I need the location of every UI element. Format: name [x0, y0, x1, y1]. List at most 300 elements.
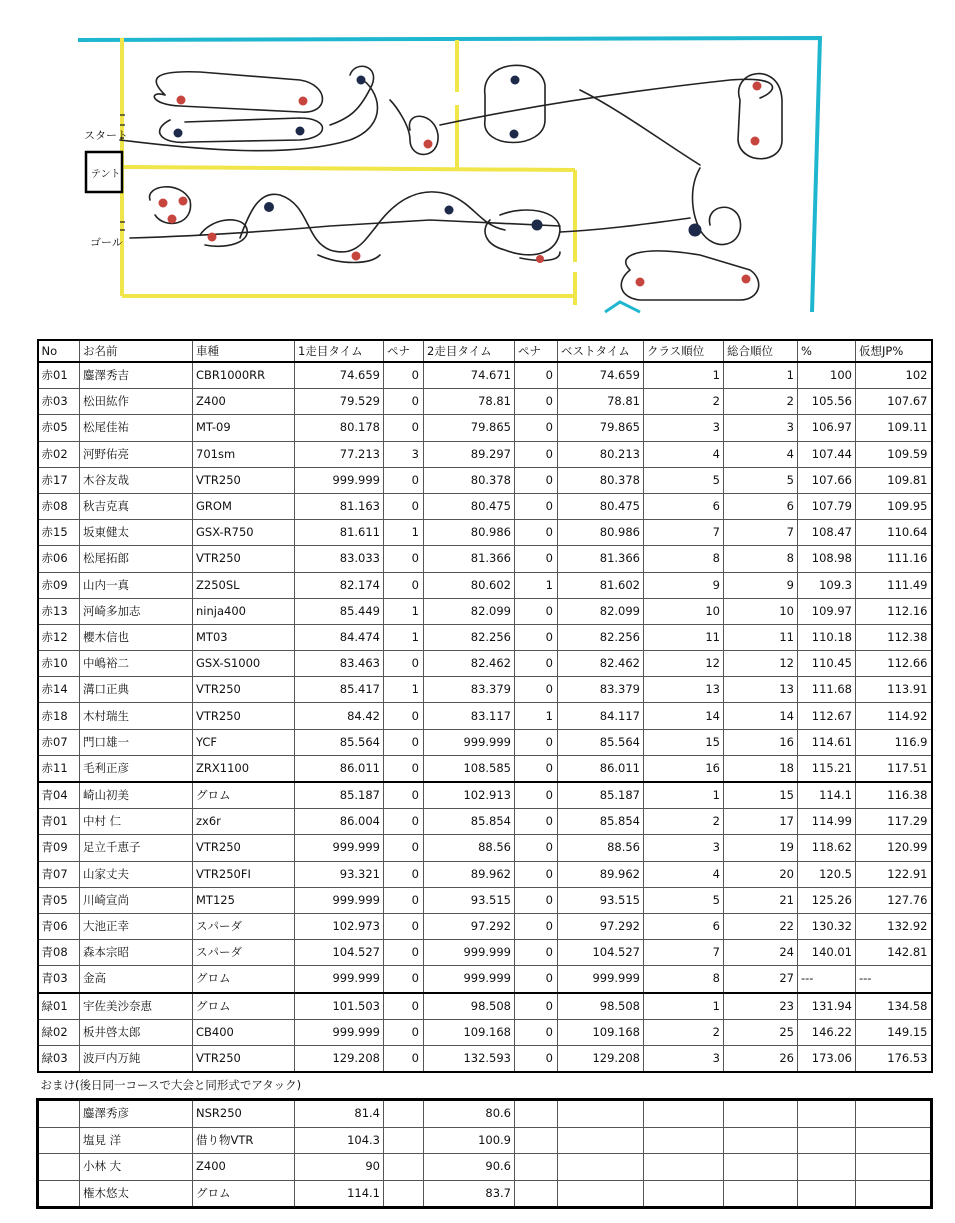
- percent-cell: 106.97: [798, 415, 856, 441]
- rider-name-cell: 波戸内万純: [80, 1045, 193, 1072]
- bike-model-cell: 701sm: [193, 441, 295, 467]
- bike-model-cell: zx6r: [193, 809, 295, 835]
- run2-penalty-cell: 0: [515, 362, 558, 389]
- blue-cone: [357, 76, 366, 85]
- run2-time-cell: 83.379: [424, 677, 515, 703]
- entry-number-cell: 青07: [38, 861, 80, 887]
- class-rank-cell: 4: [644, 861, 724, 887]
- entry-number-cell: 赤03: [38, 389, 80, 415]
- bike-model-cell: グロム: [193, 966, 295, 993]
- best-time-cell: 129.208: [558, 1045, 644, 1072]
- run2-penalty-cell: 0: [515, 415, 558, 441]
- run1-time-cell: 999.999: [295, 887, 384, 913]
- class-rank-cell: [644, 1100, 724, 1128]
- virtual-jp-percent-cell: 102: [856, 362, 932, 389]
- run1-penalty-cell: 0: [384, 1045, 424, 1072]
- bike-model-cell: VTR250: [193, 703, 295, 729]
- entry-number-cell: 青09: [38, 835, 80, 861]
- header-run1-time: 1走目タイム: [295, 340, 384, 362]
- virtual-jp-percent-cell: 109.81: [856, 467, 932, 493]
- best-time-cell: 999.999: [558, 966, 644, 993]
- class-rank-cell: 2: [644, 389, 724, 415]
- run2-penalty-cell: 0: [515, 467, 558, 493]
- best-time-cell: 93.515: [558, 887, 644, 913]
- entry-number-cell: 緑02: [38, 1019, 80, 1045]
- red-cone: [299, 97, 308, 106]
- overall-rank-cell: 12: [724, 651, 798, 677]
- red-cone: [352, 252, 361, 261]
- entry-number-cell: [38, 1154, 80, 1181]
- class-rank-cell: 7: [644, 940, 724, 966]
- red-cones: [159, 82, 762, 287]
- class-rank-cell: [644, 1180, 724, 1208]
- bike-model-cell: グロム: [193, 993, 295, 1020]
- run1-penalty-cell: 3: [384, 441, 424, 467]
- rider-name-cell: 塩見 洋: [80, 1127, 193, 1154]
- run1-time-cell: 83.463: [295, 651, 384, 677]
- virtual-jp-percent-cell: [856, 1180, 932, 1208]
- run1-penalty-cell: 0: [384, 782, 424, 809]
- run1-penalty-cell: 0: [384, 861, 424, 887]
- percent-cell: 100: [798, 362, 856, 389]
- entry-number-cell: 赤18: [38, 703, 80, 729]
- run2-penalty-cell: 0: [515, 809, 558, 835]
- table-row: [38, 467, 932, 493]
- bike-model-cell: Z400: [193, 1154, 295, 1181]
- percent-cell: 115.21: [798, 755, 856, 782]
- virtual-jp-percent-cell: 120.99: [856, 835, 932, 861]
- run2-time-cell: 83.117: [424, 703, 515, 729]
- run1-time-cell: 86.011: [295, 755, 384, 782]
- run2-time-cell: 90.6: [424, 1154, 515, 1181]
- overall-rank-cell: 24: [724, 940, 798, 966]
- run2-time-cell: 93.515: [424, 887, 515, 913]
- percent-cell: 108.47: [798, 520, 856, 546]
- percent-cell: 125.26: [798, 887, 856, 913]
- run2-time-cell: 80.602: [424, 572, 515, 598]
- percent-cell: 110.18: [798, 624, 856, 650]
- course-path: [120, 65, 782, 300]
- virtual-jp-percent-cell: 149.15: [856, 1019, 932, 1045]
- run2-time-cell: 82.099: [424, 598, 515, 624]
- virtual-jp-percent-cell: 109.59: [856, 441, 932, 467]
- overall-rank-cell: 15: [724, 782, 798, 809]
- run2-time-cell: 80.475: [424, 493, 515, 519]
- header-percent: %: [798, 340, 856, 362]
- run2-time-cell: 82.462: [424, 651, 515, 677]
- rider-name-cell: 秋吉克真: [80, 493, 193, 519]
- best-time-cell: 81.602: [558, 572, 644, 598]
- run2-penalty-cell: 0: [515, 993, 558, 1020]
- blue-cone: [511, 76, 520, 85]
- table-row: [38, 624, 932, 650]
- table-row: [38, 441, 932, 467]
- run1-penalty-cell: 0: [384, 913, 424, 939]
- overall-rank-cell: 7: [724, 520, 798, 546]
- run1-penalty-cell: 0: [384, 546, 424, 572]
- best-time-cell: 82.256: [558, 624, 644, 650]
- header-name: お名前: [80, 340, 193, 362]
- run1-time-cell: 74.659: [295, 362, 384, 389]
- bike-model-cell: スパーダ: [193, 913, 295, 939]
- virtual-jp-percent-cell: 114.92: [856, 703, 932, 729]
- overall-rank-cell: 16: [724, 729, 798, 755]
- entry-number-cell: 赤14: [38, 677, 80, 703]
- red-cone: [536, 255, 544, 263]
- virtual-jp-percent-cell: 117.29: [856, 809, 932, 835]
- rider-name-cell: 中村 仁: [80, 809, 193, 835]
- virtual-jp-percent-cell: 112.66: [856, 651, 932, 677]
- rider-name-cell: 河崎多加志: [80, 598, 193, 624]
- table-row: [38, 729, 932, 755]
- run2-penalty-cell: 0: [515, 861, 558, 887]
- overall-rank-cell: 22: [724, 913, 798, 939]
- table-row: [38, 809, 932, 835]
- overall-rank-cell: 19: [724, 835, 798, 861]
- rider-name-cell: 宇佐美沙奈恵: [80, 993, 193, 1020]
- run1-penalty-cell: 0: [384, 493, 424, 519]
- entry-number-cell: 赤17: [38, 467, 80, 493]
- run2-time-cell: 80.378: [424, 467, 515, 493]
- blue-cone: [296, 127, 305, 136]
- class-rank-cell: 2: [644, 809, 724, 835]
- virtual-jp-percent-cell: 111.16: [856, 546, 932, 572]
- run2-penalty-cell: [515, 1154, 558, 1181]
- omake-note-row: [38, 1072, 932, 1100]
- run2-time-cell: 132.593: [424, 1045, 515, 1072]
- bike-model-cell: VTR250FI: [193, 861, 295, 887]
- run1-time-cell: 84.474: [295, 624, 384, 650]
- run1-penalty-cell: 1: [384, 520, 424, 546]
- run1-time-cell: 84.42: [295, 703, 384, 729]
- run2-time-cell: 108.585: [424, 755, 515, 782]
- run2-penalty-cell: 0: [515, 966, 558, 993]
- run1-penalty-cell: 0: [384, 809, 424, 835]
- virtual-jp-percent-cell: 112.38: [856, 624, 932, 650]
- rider-name-cell: 崎山初美: [80, 782, 193, 809]
- best-time-cell: [558, 1180, 644, 1208]
- run1-penalty-cell: 0: [384, 835, 424, 861]
- class-rank-cell: 6: [644, 913, 724, 939]
- class-rank-cell: 2: [644, 1019, 724, 1045]
- run2-penalty-cell: 1: [515, 572, 558, 598]
- virtual-jp-percent-cell: [856, 1100, 932, 1128]
- run2-penalty-cell: 0: [515, 1045, 558, 1072]
- overall-rank-cell: [724, 1100, 798, 1128]
- run2-time-cell: 79.865: [424, 415, 515, 441]
- entry-number-cell: 赤10: [38, 651, 80, 677]
- best-time-cell: 85.854: [558, 809, 644, 835]
- bike-model-cell: YCF: [193, 729, 295, 755]
- overall-rank-cell: 6: [724, 493, 798, 519]
- overall-rank-cell: [724, 1127, 798, 1154]
- run2-penalty-cell: 0: [515, 441, 558, 467]
- entry-number-cell: 赤08: [38, 493, 80, 519]
- bike-model-cell: CBR1000RR: [193, 362, 295, 389]
- overall-rank-cell: 27: [724, 966, 798, 993]
- red-cone: [159, 199, 168, 208]
- red-cone: [424, 140, 433, 149]
- goal-label: ゴール: [90, 236, 123, 249]
- percent-cell: 108.98: [798, 546, 856, 572]
- tent-label: テント: [91, 169, 121, 180]
- percent-cell: 110.45: [798, 651, 856, 677]
- run1-time-cell: 86.004: [295, 809, 384, 835]
- table-row: [38, 598, 932, 624]
- table-row: [38, 940, 932, 966]
- bike-model-cell: MT125: [193, 887, 295, 913]
- run2-time-cell: 999.999: [424, 940, 515, 966]
- rider-name-cell: 松田紘作: [80, 389, 193, 415]
- best-time-cell: [558, 1154, 644, 1181]
- rider-name-cell: 川崎宣尚: [80, 887, 193, 913]
- rider-name-cell: 大池正幸: [80, 913, 193, 939]
- overall-rank-cell: 23: [724, 993, 798, 1020]
- best-time-cell: 97.292: [558, 913, 644, 939]
- entry-number-cell: 青03: [38, 966, 80, 993]
- entry-number-cell: 赤13: [38, 598, 80, 624]
- bike-model-cell: ZRX1100: [193, 755, 295, 782]
- course-yellow-lines: [122, 38, 575, 305]
- best-time-cell: [558, 1127, 644, 1154]
- blue-cone: [689, 224, 702, 237]
- virtual-jp-percent-cell: 112.16: [856, 598, 932, 624]
- red-cone: [636, 278, 645, 287]
- header-bike: 車種: [193, 340, 295, 362]
- run1-time-cell: 85.187: [295, 782, 384, 809]
- run2-time-cell: 78.81: [424, 389, 515, 415]
- entry-number-cell: 青06: [38, 913, 80, 939]
- entry-number-cell: 赤05: [38, 415, 80, 441]
- header-virtual-jp-percent: 仮想JP%: [856, 340, 932, 362]
- red-cone: [177, 96, 186, 105]
- best-time-cell: 80.378: [558, 467, 644, 493]
- best-time-cell: 74.659: [558, 362, 644, 389]
- percent-cell: 109.97: [798, 598, 856, 624]
- overall-rank-cell: 18: [724, 755, 798, 782]
- entry-number-cell: 赤09: [38, 572, 80, 598]
- best-time-cell: 80.986: [558, 520, 644, 546]
- run2-time-cell: 100.9: [424, 1127, 515, 1154]
- class-rank-cell: 9: [644, 572, 724, 598]
- run1-time-cell: 81.163: [295, 493, 384, 519]
- table-header-row: [38, 340, 932, 362]
- bike-model-cell: GSX-S1000: [193, 651, 295, 677]
- overall-rank-cell: 26: [724, 1045, 798, 1072]
- bike-model-cell: グロム: [193, 1180, 295, 1208]
- entry-number-cell: 赤15: [38, 520, 80, 546]
- run1-penalty-cell: 0: [384, 993, 424, 1020]
- bike-model-cell: VTR250: [193, 835, 295, 861]
- bike-model-cell: VTR250: [193, 467, 295, 493]
- best-time-cell: 88.56: [558, 835, 644, 861]
- virtual-jp-percent-cell: 110.64: [856, 520, 932, 546]
- course-boundary-cyan-corner: [605, 302, 640, 312]
- entry-number-cell: 青01: [38, 809, 80, 835]
- table-row: [38, 913, 932, 939]
- overall-rank-cell: [724, 1154, 798, 1181]
- percent-cell: [798, 1180, 856, 1208]
- class-rank-cell: 11: [644, 624, 724, 650]
- run2-penalty-cell: 0: [515, 755, 558, 782]
- bike-model-cell: NSR250: [193, 1100, 295, 1128]
- entry-number-cell: [38, 1100, 80, 1128]
- rider-name-cell: 鏖澤秀彦: [80, 1100, 193, 1128]
- run2-penalty-cell: 0: [515, 624, 558, 650]
- course-map-diagram: [0, 0, 955, 320]
- run2-penalty-cell: [515, 1100, 558, 1128]
- best-time-cell: 78.81: [558, 389, 644, 415]
- run1-time-cell: 104.3: [295, 1127, 384, 1154]
- entry-number-cell: 赤06: [38, 546, 80, 572]
- overall-rank-cell: 13: [724, 677, 798, 703]
- rider-name-cell: 金高: [80, 966, 193, 993]
- rider-name-cell: 山内一真: [80, 572, 193, 598]
- run2-time-cell: 82.256: [424, 624, 515, 650]
- table-row: [38, 1045, 932, 1072]
- omake-row: [38, 1154, 932, 1181]
- best-time-cell: 85.564: [558, 729, 644, 755]
- run1-penalty-cell: 0: [384, 1019, 424, 1045]
- overall-rank-cell: 3: [724, 415, 798, 441]
- run1-penalty-cell: 0: [384, 966, 424, 993]
- red-cone: [168, 215, 177, 224]
- run1-time-cell: 81.611: [295, 520, 384, 546]
- table-row: [38, 966, 932, 993]
- blue-cone: [532, 220, 543, 231]
- header-run1-penalty: ペナ: [384, 340, 424, 362]
- rider-name-cell: 山家丈夫: [80, 861, 193, 887]
- run1-penalty-cell: 0: [384, 389, 424, 415]
- class-rank-cell: 6: [644, 493, 724, 519]
- virtual-jp-percent-cell: [856, 1127, 932, 1154]
- run1-penalty-cell: 0: [384, 651, 424, 677]
- percent-cell: 107.44: [798, 441, 856, 467]
- run2-time-cell: 74.671: [424, 362, 515, 389]
- results-table: [36, 339, 933, 1209]
- header-best-time: ベストタイム: [558, 340, 644, 362]
- class-rank-cell: 3: [644, 1045, 724, 1072]
- bike-model-cell: VTR250: [193, 1045, 295, 1072]
- best-time-cell: 81.366: [558, 546, 644, 572]
- blue-cone: [264, 202, 274, 212]
- bike-model-cell: VTR250: [193, 677, 295, 703]
- virtual-jp-percent-cell: 107.67: [856, 389, 932, 415]
- table-row: [38, 362, 932, 389]
- best-time-cell: 80.475: [558, 493, 644, 519]
- overall-rank-cell: 4: [724, 441, 798, 467]
- run1-penalty-cell: 1: [384, 677, 424, 703]
- rider-name-cell: 足立千恵子: [80, 835, 193, 861]
- run1-time-cell: 999.999: [295, 966, 384, 993]
- class-rank-cell: 14: [644, 703, 724, 729]
- omake-note: おまけ(後日同一コースで大会と同形式でアタック): [38, 1072, 932, 1100]
- run2-penalty-cell: 0: [515, 598, 558, 624]
- red-cone: [742, 275, 751, 284]
- run2-penalty-cell: 0: [515, 546, 558, 572]
- run2-penalty-cell: 0: [515, 887, 558, 913]
- table-row: [38, 835, 932, 861]
- percent-cell: 111.68: [798, 677, 856, 703]
- entry-number-cell: 赤02: [38, 441, 80, 467]
- rider-name-cell: 松尾佳祐: [80, 415, 193, 441]
- course-boundary-cyan: [78, 38, 820, 312]
- run1-penalty-cell: [384, 1127, 424, 1154]
- rider-name-cell: 板井啓太郎: [80, 1019, 193, 1045]
- class-rank-cell: 7: [644, 520, 724, 546]
- run2-penalty-cell: 0: [515, 940, 558, 966]
- rider-name-cell: 門口雄一: [80, 729, 193, 755]
- run1-penalty-cell: [384, 1154, 424, 1181]
- best-time-cell: 84.117: [558, 703, 644, 729]
- run1-penalty-cell: 0: [384, 467, 424, 493]
- table-row: [38, 389, 932, 415]
- run1-time-cell: 77.213: [295, 441, 384, 467]
- virtual-jp-percent-cell: 127.76: [856, 887, 932, 913]
- overall-rank-cell: 5: [724, 467, 798, 493]
- run2-time-cell: 98.508: [424, 993, 515, 1020]
- entry-number-cell: 赤01: [38, 362, 80, 389]
- results-body: [38, 362, 932, 1208]
- run1-time-cell: 85.564: [295, 729, 384, 755]
- best-time-cell: 86.011: [558, 755, 644, 782]
- blue-cones: [174, 76, 702, 237]
- percent-cell: 114.1: [798, 782, 856, 809]
- bike-model-cell: スパーダ: [193, 940, 295, 966]
- percent-cell: 105.56: [798, 389, 856, 415]
- run2-time-cell: 97.292: [424, 913, 515, 939]
- run1-penalty-cell: 0: [384, 572, 424, 598]
- percent-cell: 146.22: [798, 1019, 856, 1045]
- rider-name-cell: 毛利正彦: [80, 755, 193, 782]
- run2-time-cell: 81.366: [424, 546, 515, 572]
- omake-row: [38, 1180, 932, 1208]
- rider-name-cell: 溝口正典: [80, 677, 193, 703]
- percent-cell: [798, 1100, 856, 1128]
- virtual-jp-percent-cell: ---: [856, 966, 932, 993]
- header-class-rank: クラス順位: [644, 340, 724, 362]
- run1-time-cell: 999.999: [295, 1019, 384, 1045]
- percent-cell: [798, 1154, 856, 1181]
- table-row: [38, 493, 932, 519]
- table-row: [38, 651, 932, 677]
- run1-time-cell: 85.417: [295, 677, 384, 703]
- rider-name-cell: 坂東健太: [80, 520, 193, 546]
- entry-number-cell: [38, 1180, 80, 1208]
- rider-name-cell: 木村瑞生: [80, 703, 193, 729]
- omake-row: [38, 1127, 932, 1154]
- bike-model-cell: Z400: [193, 389, 295, 415]
- overall-rank-cell: 25: [724, 1019, 798, 1045]
- entry-number-cell: 緑01: [38, 993, 80, 1020]
- table-row: [38, 677, 932, 703]
- run2-time-cell: 80.986: [424, 520, 515, 546]
- class-rank-cell: 3: [644, 835, 724, 861]
- overall-rank-cell: 20: [724, 861, 798, 887]
- table-row: [38, 755, 932, 782]
- class-rank-cell: 13: [644, 677, 724, 703]
- run1-time-cell: 104.527: [295, 940, 384, 966]
- header-no: No: [38, 340, 80, 362]
- start-label: スタート: [84, 129, 128, 142]
- run2-time-cell: 999.999: [424, 966, 515, 993]
- run1-time-cell: 82.174: [295, 572, 384, 598]
- percent-cell: 107.66: [798, 467, 856, 493]
- run1-time-cell: 79.529: [295, 389, 384, 415]
- entry-number-cell: 青08: [38, 940, 80, 966]
- percent-cell: 130.32: [798, 913, 856, 939]
- run2-time-cell: 83.7: [424, 1180, 515, 1208]
